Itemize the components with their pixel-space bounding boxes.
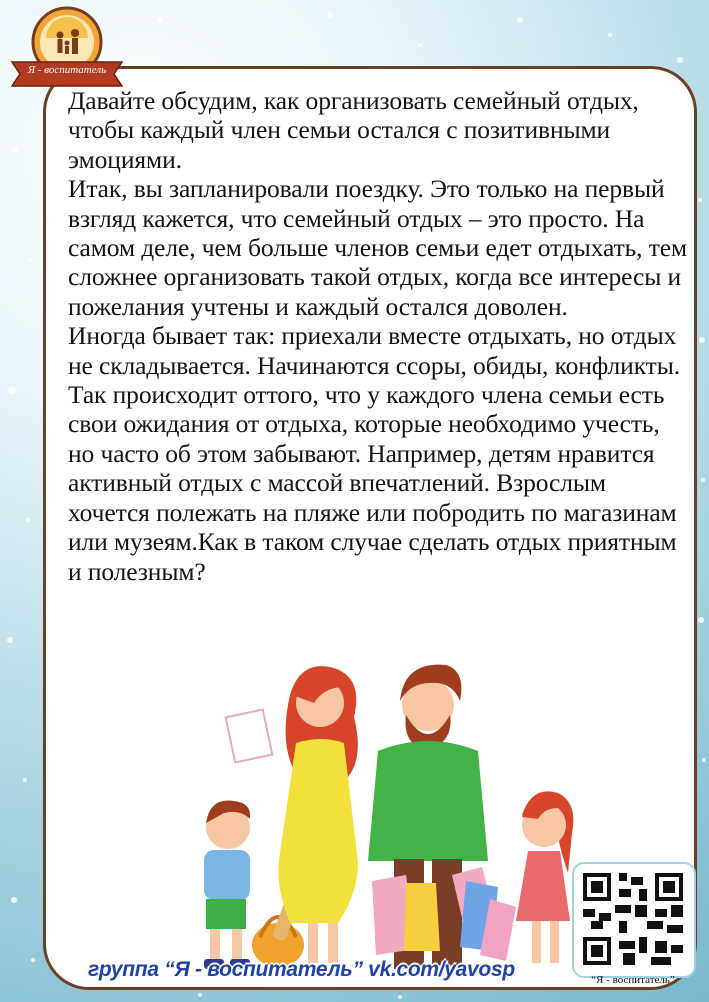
article-text <box>68 86 688 586</box>
girl-figure <box>516 791 573 963</box>
logo-label: Я - воспитатель <box>27 64 107 76</box>
qr-code-box[interactable] <box>572 862 696 978</box>
boy-figure <box>204 800 250 969</box>
paragraph-3: Иногда бывает так: приехали вместе отдыхать, но отдых не складывается. Начинаются ссоры, обиды, конфликты. Так происходит оттого, что у каждого члена семьи есть свои ожидания от отдыха, которые необходимо учесть, но часто об этом забывают. Например, детям нравится активный отдых с массой впечатлений. Взрослым хочется полежать на пляже или побродить по магазинам или музеям.Как в таком случае сделать отдых приятным и полезным? <box>68 321 681 586</box>
qr-caption: “Я - воспитатель” <box>591 974 675 986</box>
family-illustration <box>160 655 600 975</box>
paragraph-2: Итак, вы запланировали поездку. Это только на первый взгляд кажется, что семейный отдых – это просто. На самом деле, чем больше членов семьи едет отдыхать, тем сложнее организовать такой отдых, когда все интересы и пожелания учтены и каждый остался доволен. <box>68 174 688 321</box>
paragraph-1: Давайте обсудим, как организовать семейный отдых, чтобы каждый член семьи остался с позитивными эмоциями. <box>68 86 639 174</box>
footer-group-link[interactable]: группа “Я - воспитатель” vk.com/yavosp <box>88 958 515 981</box>
qr-code-icon <box>583 873 683 965</box>
